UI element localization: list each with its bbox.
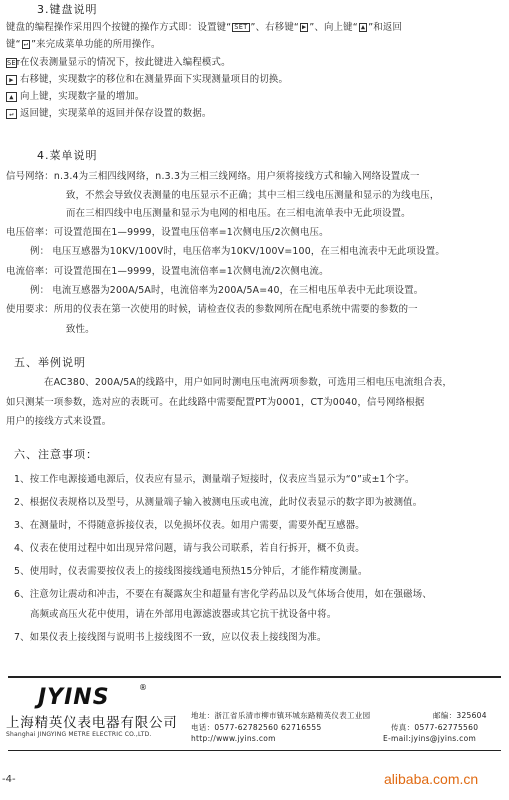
menu-line: 例： 电压互感器为10KV/100V时，电压倍率为10KV/100V=100，在三相电流表中无此项设置。 <box>30 246 445 257</box>
note-item: 1、按工作电源接通电源后，仪表应有显示，测量端子短接时，仪表应当显示为“0”或±1个字。 <box>14 474 415 485</box>
menu-line: 电压倍率：可设置范围在1—9999，设置电压倍率=1次侧电压/2次侧电压。 <box>6 227 329 238</box>
set-key-icon: SET <box>234 23 248 31</box>
right-key-icon: ▶ <box>301 23 307 31</box>
section-4-title: 4.菜单说明 <box>37 149 98 162</box>
menu-line: 使用要求：所用的仪表在第一次使用的时候，请检查仪表的参数网所在配电系统中需要的参数的一 <box>6 304 418 315</box>
key-item-back: ↵ 返回键，实现菜单的返回并保存设置的数据。 <box>6 108 212 120</box>
company-logo: JYINS <box>38 685 110 710</box>
note-item: 7、如果仪表上接线图与说明书上接线图不一致，应以仪表上接线图为准。 <box>14 632 327 643</box>
company-name-en: Shanghai JINGYING METRE ELECTRIC CO.,LTD. <box>6 731 152 738</box>
key-item-up: ▲ 向上键，实现数字量的增加。 <box>6 91 144 103</box>
keys-intro-line1: 键盘的编程操作采用四个按键的操作方式即：设置键“ SET ”、右移键“ ▶ ”、向上键“ ▲ ”和返回 <box>6 22 403 33</box>
section-6-title: 六、注意事项： <box>14 448 98 461</box>
menu-line: 致，不然会导致仪表测量的电压显示不正确；其中三相三线电压测量和显示的为线电压， <box>66 190 440 201</box>
company-email-link[interactable]: E-mail:jyins@jyins.com <box>383 734 477 743</box>
site-watermark: alibaba.com.cn <box>384 771 479 787</box>
company-phone: 电话：0577-62782560 62716555 <box>191 723 322 732</box>
note-item: 4、仪表在使用过程中如出现异常问题，请与我公司联系，若自行拆开，概不负责。 <box>14 543 365 554</box>
company-website-link[interactable]: http://www.jyins.com <box>191 734 276 743</box>
keys-intro-line2: 键“ ↵ ”来完成菜单功能的所用操作。 <box>6 39 161 50</box>
page-number: -4- <box>2 774 16 785</box>
set-key-icon: SET <box>7 58 21 67</box>
note-item: 高频或高压火花中使用，请在外部用电源滤波器或其它抗干扰设备中将。 <box>30 609 337 620</box>
example-line: 在AC380、200A/5A的线路中，用户如同时测电压电流两项参数，可选用三相电压电流组合表， <box>44 377 453 388</box>
example-line: 用户的接线方式来设置。 <box>6 416 112 427</box>
example-line: 如只测某一项参数，选对应的表既可。在此线路中需要配置PT为0001，CT为0040，信号网络根据 <box>6 397 425 408</box>
menu-line: 信号网络：n.3.4为三相四线网络，n.3.3为三相三线网络。用户须将接线方式和输入网络设置成一 <box>6 171 420 182</box>
right-arrow-icon: ▶ <box>6 75 17 85</box>
menu-line: 例： 电流互感器为200A/5A时，电流倍率为200A/5A=40，在三相电压单表中无此项设置。 <box>30 285 424 296</box>
footer-bottom-rule <box>8 750 501 751</box>
note-item: 3、在测量时，不得随意拆接仪表，以免损坏仪表。如用户需要，需要外配互感器。 <box>14 520 365 531</box>
company-address: 地址：浙江省乐清市柳市镇环城东路精英仪表工业园 <box>191 711 371 720</box>
company-name-cn: 上海精英仪表电器有限公司 <box>6 715 178 731</box>
menu-line: 电流倍率：可设置范围在1—9999，设置电流倍率=1次侧电流/2次侧电流。 <box>6 266 329 277</box>
company-fax: 传真：0577-62775560 <box>391 723 479 732</box>
footer-top-rule <box>8 676 501 678</box>
return-icon: ↵ <box>6 109 17 119</box>
section-5-title: 五、举例说明 <box>14 356 86 369</box>
note-item: 2、根据仪表规格以及型号，从测量端子输入被测电压或电流，此时仪表显示的数字即为被测值。 <box>14 497 423 508</box>
up-arrow-icon: ▲ <box>6 92 17 102</box>
up-key-icon: ▲ <box>360 23 366 31</box>
back-key-icon: ↵ <box>23 40 29 48</box>
menu-line: 致性。 <box>66 324 95 335</box>
note-item: 5、使用时，仪表需要按仪表上的接线图接线通电预热15分钟后，才能作精度测量。 <box>14 566 368 577</box>
section-3-title: 3.键盘说明 <box>37 3 98 16</box>
registered-mark: ® <box>139 683 147 692</box>
key-item-set: SET在仪表测量显示的情况下，按此键进入编程模式。 <box>7 57 231 68</box>
company-postcode: 邮编：325604 <box>433 711 487 720</box>
note-item: 6、注意勿让震动和冲击，不要在有凝露灰尘和超量有害化学药品以及气体场合使用，如在强磁场、 <box>14 589 432 600</box>
menu-line: 而在三相四线中电压测量和显示为电网的相电压。在三相电流单表中无此项设置。 <box>66 208 411 219</box>
key-item-right: ▶ 右移键，实现数字的移位和在测量界面下实现测量项目的切换。 <box>6 74 288 86</box>
